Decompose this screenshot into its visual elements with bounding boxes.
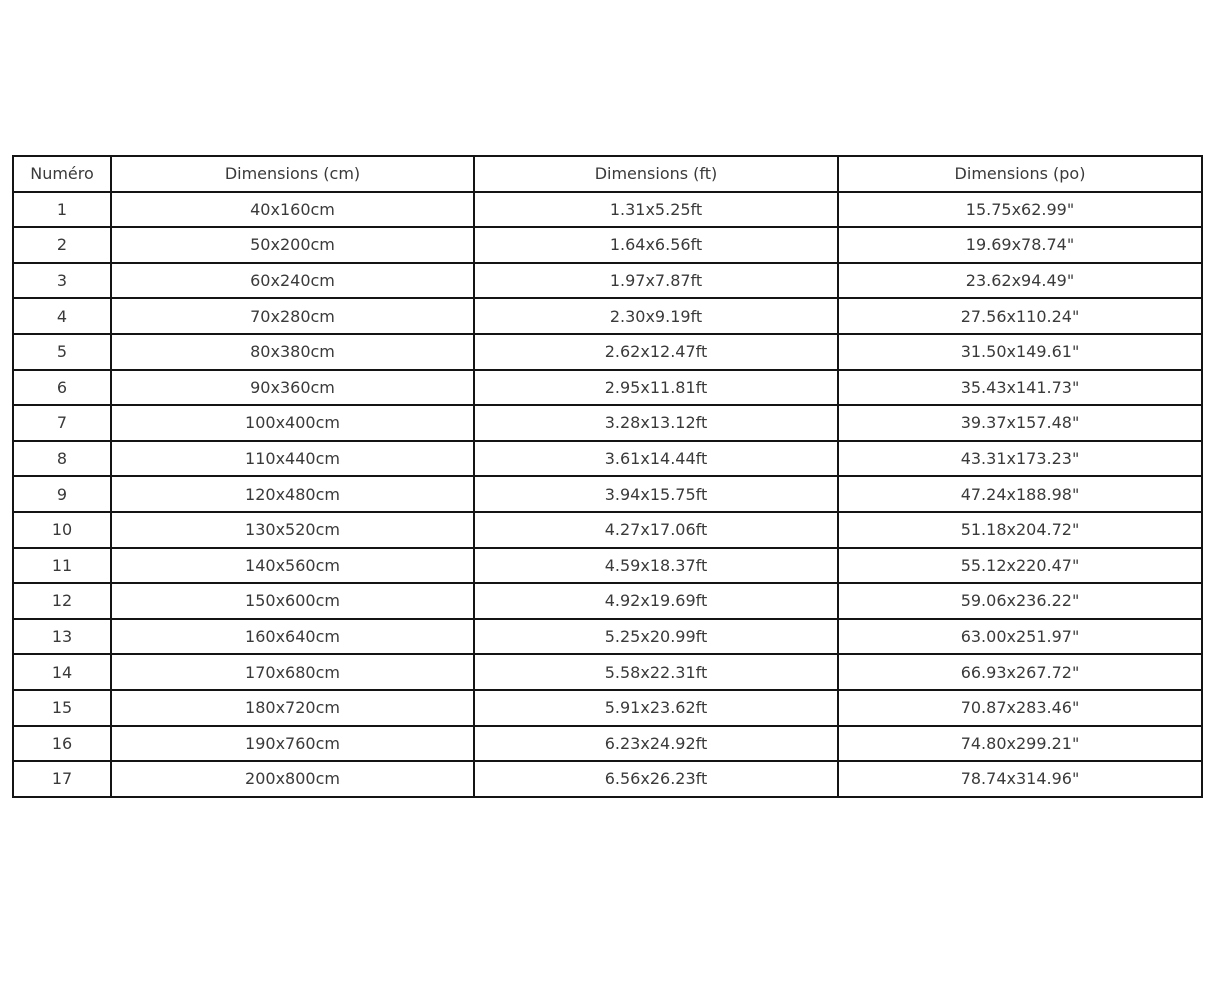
column-header-dimensions-po: Dimensions (po) <box>838 156 1202 192</box>
table-cell: 110x440cm <box>111 441 474 477</box>
table-cell: 50x200cm <box>111 227 474 263</box>
table-cell: 4 <box>13 298 111 334</box>
table-cell: 10 <box>13 512 111 548</box>
table-cell: 200x800cm <box>111 761 474 797</box>
table-cell: 100x400cm <box>111 405 474 441</box>
table-cell: 2 <box>13 227 111 263</box>
table-cell: 1 <box>13 192 111 228</box>
table-cell: 47.24x188.98" <box>838 476 1202 512</box>
table-row <box>13 298 1202 334</box>
table-row <box>13 227 1202 263</box>
table-cell: 8 <box>13 441 111 477</box>
table-row <box>13 405 1202 441</box>
table-cell: 27.56x110.24" <box>838 298 1202 334</box>
table-row <box>13 263 1202 299</box>
table-row <box>13 690 1202 726</box>
table-cell: 70.87x283.46" <box>838 690 1202 726</box>
table-cell: 140x560cm <box>111 548 474 584</box>
table-cell: 90x360cm <box>111 370 474 406</box>
column-header-dimensions-ft: Dimensions (ft) <box>474 156 838 192</box>
table-cell: 5.58x22.31ft <box>474 654 838 690</box>
table-cell: 59.06x236.22" <box>838 583 1202 619</box>
column-header-dimensions-cm: Dimensions (cm) <box>111 156 474 192</box>
table-cell: 66.93x267.72" <box>838 654 1202 690</box>
table-cell: 3 <box>13 263 111 299</box>
table-cell: 120x480cm <box>111 476 474 512</box>
table-cell: 6.56x26.23ft <box>474 761 838 797</box>
table-cell: 160x640cm <box>111 619 474 655</box>
table-row <box>13 441 1202 477</box>
table-body <box>13 192 1202 797</box>
table-cell: 2.30x9.19ft <box>474 298 838 334</box>
table-cell: 14 <box>13 654 111 690</box>
table-cell: 3.28x13.12ft <box>474 405 838 441</box>
table-cell: 5.91x23.62ft <box>474 690 838 726</box>
table-cell: 51.18x204.72" <box>838 512 1202 548</box>
table-cell: 31.50x149.61" <box>838 334 1202 370</box>
table-row <box>13 761 1202 797</box>
table-cell: 6.23x24.92ft <box>474 726 838 762</box>
table-cell: 39.37x157.48" <box>838 405 1202 441</box>
table-cell: 5 <box>13 334 111 370</box>
table-row <box>13 726 1202 762</box>
table-row <box>13 548 1202 584</box>
table-cell: 150x600cm <box>111 583 474 619</box>
table-row <box>13 192 1202 228</box>
table-row <box>13 512 1202 548</box>
table-row <box>13 619 1202 655</box>
table-cell: 2.95x11.81ft <box>474 370 838 406</box>
table-row <box>13 334 1202 370</box>
table-cell: 1.97x7.87ft <box>474 263 838 299</box>
table-cell: 80x380cm <box>111 334 474 370</box>
table-cell: 40x160cm <box>111 192 474 228</box>
table-cell: 16 <box>13 726 111 762</box>
table-row <box>13 654 1202 690</box>
table-cell: 1.31x5.25ft <box>474 192 838 228</box>
table-cell: 35.43x141.73" <box>838 370 1202 406</box>
table-row <box>13 583 1202 619</box>
table-cell: 78.74x314.96" <box>838 761 1202 797</box>
table-cell: 19.69x78.74" <box>838 227 1202 263</box>
table-cell: 55.12x220.47" <box>838 548 1202 584</box>
table-cell: 11 <box>13 548 111 584</box>
table-cell: 3.94x15.75ft <box>474 476 838 512</box>
table-row <box>13 370 1202 406</box>
table-cell: 4.59x18.37ft <box>474 548 838 584</box>
table-cell: 130x520cm <box>111 512 474 548</box>
column-header-numero: Numéro <box>13 156 111 192</box>
table-cell: 74.80x299.21" <box>838 726 1202 762</box>
table-cell: 63.00x251.97" <box>838 619 1202 655</box>
table-cell: 43.31x173.23" <box>838 441 1202 477</box>
table-cell: 190x760cm <box>111 726 474 762</box>
table-cell: 9 <box>13 476 111 512</box>
table-cell: 23.62x94.49" <box>838 263 1202 299</box>
table-cell: 70x280cm <box>111 298 474 334</box>
table-cell: 12 <box>13 583 111 619</box>
table-cell: 4.92x19.69ft <box>474 583 838 619</box>
table-cell: 3.61x14.44ft <box>474 441 838 477</box>
table-cell: 15 <box>13 690 111 726</box>
table-cell: 1.64x6.56ft <box>474 227 838 263</box>
table-cell: 17 <box>13 761 111 797</box>
table-cell: 7 <box>13 405 111 441</box>
table-cell: 13 <box>13 619 111 655</box>
table-cell: 180x720cm <box>111 690 474 726</box>
table-cell: 6 <box>13 370 111 406</box>
dimensions-table <box>12 155 1203 798</box>
table-cell: 60x240cm <box>111 263 474 299</box>
table-row <box>13 476 1202 512</box>
table-cell: 2.62x12.47ft <box>474 334 838 370</box>
table-cell: 4.27x17.06ft <box>474 512 838 548</box>
table-cell: 170x680cm <box>111 654 474 690</box>
table-cell: 15.75x62.99" <box>838 192 1202 228</box>
table-header-row <box>13 156 1202 192</box>
table-cell: 5.25x20.99ft <box>474 619 838 655</box>
